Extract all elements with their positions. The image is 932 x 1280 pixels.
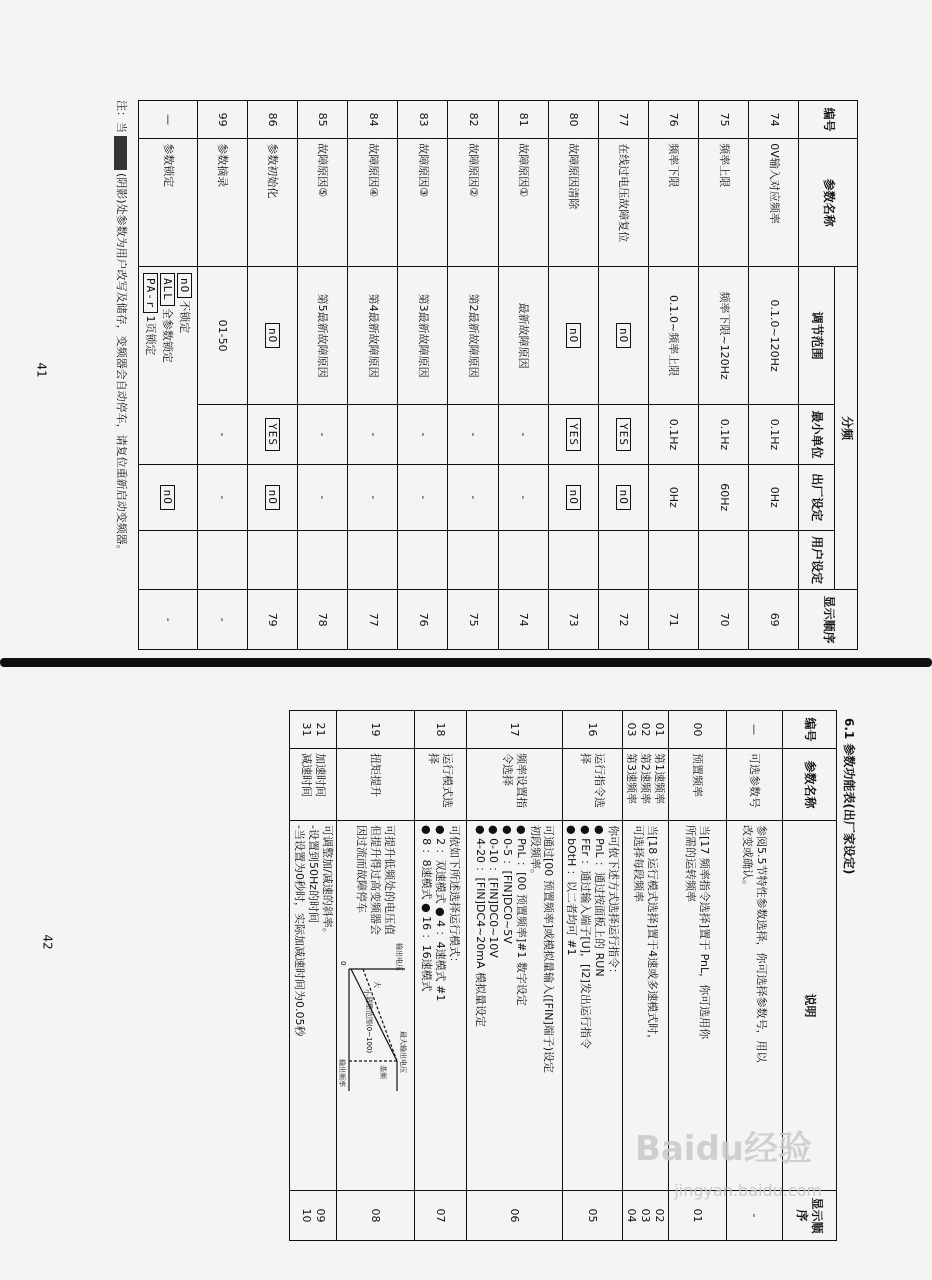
cell-desc bbox=[290, 821, 336, 1191]
desc-line: 但提升得过高变频器会 bbox=[369, 825, 383, 935]
cell-name: 运行指令选择 bbox=[562, 749, 622, 821]
range-option-text: 全参数锁定 bbox=[161, 307, 175, 363]
cell-default bbox=[247, 464, 297, 530]
cell-user bbox=[498, 530, 548, 590]
desc-line: 当[18 运行模式选择]置于4速或多速模式时， bbox=[646, 825, 660, 1046]
cell-no: 18 bbox=[414, 711, 466, 749]
desc-line: ● 0-5 ：[FIN]DC0~5V bbox=[501, 825, 515, 944]
bottom-header-name: 参数名称 bbox=[783, 749, 837, 821]
top-page bbox=[88, 100, 858, 655]
cell-unit: - bbox=[348, 405, 398, 465]
header-order: 显示顺序 bbox=[799, 590, 858, 650]
cell-desc bbox=[466, 821, 562, 1191]
lcd-code: nO bbox=[616, 485, 631, 510]
cell-no: 17 bbox=[466, 711, 562, 749]
desc-text bbox=[355, 825, 396, 935]
table-row bbox=[466, 711, 562, 1241]
cell-order: 76 bbox=[398, 590, 448, 650]
cell-order: 05 bbox=[562, 1191, 622, 1241]
lcd-code: YES bbox=[265, 418, 280, 451]
cell-no: 85 bbox=[297, 101, 347, 139]
cell-unit: - bbox=[297, 405, 347, 465]
cell-no: 75 bbox=[699, 101, 749, 139]
cell-user bbox=[247, 530, 297, 590]
cell-range: 第2最新故障原因 bbox=[448, 266, 498, 404]
cell-default bbox=[548, 464, 598, 530]
table-row bbox=[336, 711, 414, 1241]
lcd-code: YES bbox=[616, 418, 631, 451]
cell-no: 16 bbox=[562, 711, 622, 749]
cell-name: 故障原因④ bbox=[348, 139, 398, 267]
cell-no: 99 bbox=[197, 101, 247, 139]
table-row bbox=[398, 101, 448, 650]
cell-user bbox=[448, 530, 498, 590]
cell-name: 参数初始化 bbox=[247, 139, 297, 267]
cell-user bbox=[297, 530, 347, 590]
table-row bbox=[498, 101, 548, 650]
cell-desc bbox=[336, 821, 414, 1191]
cell-range-alt bbox=[247, 405, 297, 465]
cell-unit: - bbox=[197, 405, 247, 465]
cell-user bbox=[649, 530, 699, 590]
header-default: 出厂设定 bbox=[799, 464, 835, 530]
cell-range: 最新故障原因 bbox=[498, 266, 548, 404]
cell-range: 01-50 bbox=[197, 266, 247, 404]
cell-order: 77 bbox=[348, 590, 398, 650]
desc-line: 可通过[00 预置频率]或模拟量输入([FIN]端子)设定 bbox=[542, 825, 556, 1074]
cell-name: 扭矩提升 bbox=[336, 749, 414, 821]
range-option bbox=[176, 271, 193, 460]
cell-name: 加速时间 减速时间 bbox=[290, 749, 336, 821]
cell-default: - bbox=[448, 464, 498, 530]
cell-desc bbox=[562, 821, 622, 1191]
cell-name: 故障原因⑤ bbox=[297, 139, 347, 267]
lcd-code: PA-r bbox=[143, 273, 158, 314]
lcd-code: nO bbox=[160, 485, 175, 510]
table-row bbox=[197, 101, 247, 650]
label-small: 小 bbox=[363, 989, 372, 996]
cell-no: 86 bbox=[247, 101, 297, 139]
page-divider bbox=[0, 658, 932, 667]
cell-name: 频率下限 bbox=[649, 139, 699, 267]
desc-line: 参阅5.5节特性参数选择，你可选择参数号，用以 bbox=[755, 825, 769, 1063]
cell-range bbox=[139, 266, 198, 464]
cell-order: 06 bbox=[466, 1191, 562, 1241]
section-title: 6.1 参数功能表(出厂家设定) bbox=[842, 718, 856, 875]
lcd-code: nO bbox=[265, 485, 280, 510]
desc-line: ● PnL ：[00 预置频率]#1 数字设定 bbox=[515, 825, 528, 1006]
cell-name: 可选参数号 bbox=[727, 749, 783, 821]
cell-default bbox=[139, 464, 198, 530]
cell-default: 0Hz bbox=[749, 464, 799, 530]
lcd-code: nO bbox=[265, 323, 280, 348]
cell-order: - bbox=[727, 1191, 783, 1241]
label-output-frequency: 输出频率 bbox=[338, 1059, 347, 1087]
desc-line: 初段频率。 bbox=[528, 825, 542, 880]
desc-line: 当[17 频率指令选择]置于 PnL，你可选用你 bbox=[698, 825, 712, 1040]
cell-default bbox=[598, 464, 648, 530]
cell-no: 00 bbox=[669, 711, 727, 749]
cell-order: 74 bbox=[498, 590, 548, 650]
cell-unit: 0.1Hz bbox=[699, 405, 749, 465]
desc-line: 可调整加/减速的斜率。 bbox=[320, 825, 334, 939]
table-row bbox=[548, 101, 598, 650]
desc-line: -当设置为0秒时，实际加减速时间为0.05秒 bbox=[293, 825, 307, 1037]
header-no: 编号 bbox=[799, 101, 858, 139]
table-row bbox=[139, 101, 198, 650]
header-user: 用户设定 bbox=[799, 530, 835, 590]
cell-name: 故障原因① bbox=[498, 139, 548, 267]
label-large: 大 bbox=[373, 981, 382, 988]
cell-name: 故障原因③ bbox=[398, 139, 448, 267]
desc-line: 你可依下述方式选择运行指令： bbox=[606, 825, 620, 979]
desc-line: ● FEr ：通过输入端子[U]，[I2]发出运行指令 bbox=[579, 825, 593, 1049]
cell-name: 第1速频率 第2速频率 第3速频率 bbox=[622, 749, 668, 821]
page-number-42: 42 bbox=[40, 934, 55, 950]
cell-range-alt bbox=[548, 405, 598, 465]
cell-user bbox=[699, 530, 749, 590]
cell-range: 频率下限~120Hz bbox=[699, 266, 749, 404]
cell-name: 运行模式选择 bbox=[414, 749, 466, 821]
table-row bbox=[562, 711, 622, 1241]
cell-order: 07 bbox=[414, 1191, 466, 1241]
cell-order: - bbox=[197, 590, 247, 650]
table-row bbox=[290, 711, 336, 1241]
table-row bbox=[348, 101, 398, 650]
cell-default: 0Hz bbox=[649, 464, 699, 530]
cell-default: 60Hz bbox=[699, 464, 749, 530]
table-row bbox=[297, 101, 347, 650]
cell-order: 71 bbox=[649, 590, 699, 650]
table-row bbox=[699, 101, 749, 650]
cell-no: 82 bbox=[448, 101, 498, 139]
cell-order: 69 bbox=[749, 590, 799, 650]
cell-order: 78 bbox=[297, 590, 347, 650]
header-range: 调节范围 bbox=[799, 266, 835, 404]
table-row bbox=[247, 101, 297, 650]
cell-default: - bbox=[297, 464, 347, 530]
cell-no: 77 bbox=[598, 101, 648, 139]
cell-default: - bbox=[348, 464, 398, 530]
desc-line: 改变或确认。 bbox=[741, 825, 755, 891]
desc-line: ● PnL ：通过按面板上的 RUN bbox=[593, 825, 606, 977]
cell-order: 09 10 bbox=[290, 1191, 336, 1241]
cell-name: 0V输入对应频率 bbox=[749, 139, 799, 267]
desc-line: ● 0-10 ：[FIN]DC0~10V bbox=[487, 825, 501, 958]
bottom-header-desc: 说明 bbox=[783, 821, 837, 1191]
watermark-brand: Baidu经验 bbox=[634, 1129, 812, 1169]
top-table-body bbox=[139, 101, 799, 650]
lcd-code: nO bbox=[566, 485, 581, 510]
cell-range-alt bbox=[598, 405, 648, 465]
page-number-41: 41 bbox=[34, 362, 49, 378]
shade-swatch bbox=[115, 136, 128, 170]
cell-no: 21 31 bbox=[290, 711, 336, 749]
bottom-header-no: 编号 bbox=[783, 711, 837, 749]
cell-order: 72 bbox=[598, 590, 648, 650]
cell-order: 02 03 04 bbox=[622, 1191, 668, 1241]
lcd-code: YES bbox=[566, 418, 581, 451]
cell-name: 频率设置指令选择 bbox=[466, 749, 562, 821]
cell-desc bbox=[414, 821, 466, 1191]
cell-range: 第5最新故障原因 bbox=[297, 266, 347, 404]
cell-range: 0.1.0~120Hz bbox=[749, 266, 799, 404]
cell-default: - bbox=[197, 464, 247, 530]
table-row bbox=[598, 101, 648, 650]
label-base-freq: 基频 bbox=[379, 1065, 388, 1079]
desc-line: 因过流而故障停车 bbox=[355, 825, 369, 913]
cell-name: 频率上限 bbox=[699, 139, 749, 267]
cell-user bbox=[398, 530, 448, 590]
cell-no: 84 bbox=[348, 101, 398, 139]
desc-with-chart bbox=[339, 825, 411, 1186]
top-footnote bbox=[114, 100, 130, 655]
cell-order: 75 bbox=[448, 590, 498, 650]
cell-no: 01 02 03 bbox=[622, 711, 668, 749]
cell-range bbox=[247, 266, 297, 404]
label-origin: 0 bbox=[339, 961, 348, 966]
desc-line: 可选择每段频率 bbox=[632, 825, 646, 902]
cell-range: 0.1.0~频率上限 bbox=[649, 266, 699, 404]
cell-no: 81 bbox=[498, 101, 548, 139]
cell-name: 预置频率 bbox=[669, 749, 727, 821]
cell-no: — bbox=[727, 711, 783, 749]
cell-user bbox=[197, 530, 247, 590]
lcd-code: nO bbox=[177, 273, 192, 298]
cell-unit: 0.1Hz bbox=[749, 405, 799, 465]
cell-user bbox=[348, 530, 398, 590]
lcd-code: ALL bbox=[160, 273, 175, 306]
label-output-voltage: 输出电压 bbox=[395, 943, 404, 971]
cell-user bbox=[548, 530, 598, 590]
desc-line: 可依如下所述选择运行模式： bbox=[447, 825, 461, 968]
label-adjust-range: 调整范围(0~100) bbox=[365, 996, 374, 1054]
table-row bbox=[749, 101, 799, 650]
desc-line: 所需的运转频率 bbox=[684, 825, 698, 902]
range-option bbox=[159, 271, 176, 460]
desc-line: ● 2 ：双速模式 ● 4 ：4速模式 #1 bbox=[434, 825, 448, 1002]
cell-order: 73 bbox=[548, 590, 598, 650]
cell-no: 83 bbox=[398, 101, 448, 139]
lcd-code: nO bbox=[566, 323, 581, 348]
cell-order: - bbox=[139, 590, 198, 650]
cell-no: 76 bbox=[649, 101, 699, 139]
cell-range: 第4最新故障原因 bbox=[348, 266, 398, 404]
cell-order: 70 bbox=[699, 590, 749, 650]
range-option-text: 1页锁定 bbox=[144, 315, 158, 356]
lcd-code: nO bbox=[616, 323, 631, 348]
cell-range bbox=[598, 266, 648, 404]
table-row bbox=[414, 711, 466, 1241]
range-option-text: 不锁定 bbox=[178, 300, 192, 334]
watermark-url: jingyan.baidu.com bbox=[674, 1181, 822, 1200]
desc-line: ● 8 ：8速模式 ● 16 ：16速模式 bbox=[420, 825, 434, 992]
cell-order: 01 bbox=[669, 1191, 727, 1241]
cell-user bbox=[749, 530, 799, 590]
desc-line: -设置到50Hz的时间 bbox=[307, 825, 320, 924]
table-row bbox=[649, 101, 699, 650]
cell-no: 80 bbox=[548, 101, 598, 139]
label-max-voltage: 最大输出电压 bbox=[399, 1031, 408, 1073]
cell-user bbox=[139, 530, 198, 590]
desc-line: ● 4-20 ：[FIN]DC4~20mA 模拟量设定 bbox=[473, 825, 487, 1028]
header-group: 分频 bbox=[835, 266, 858, 589]
cell-name: 故障原因清除 bbox=[548, 139, 598, 267]
top-parameter-table bbox=[138, 100, 858, 650]
cell-range bbox=[548, 266, 598, 404]
cell-unit: 0.1Hz bbox=[649, 405, 699, 465]
cell-default: - bbox=[498, 464, 548, 530]
cell-no: 19 bbox=[336, 711, 414, 749]
cell-order: 08 bbox=[336, 1191, 414, 1241]
cell-name: 参数锁定 bbox=[139, 139, 198, 267]
cell-unit: - bbox=[498, 405, 548, 465]
cell-no: — bbox=[139, 101, 198, 139]
cell-unit: - bbox=[448, 405, 498, 465]
cell-name: 在线过电压故障复位 bbox=[598, 139, 648, 267]
desc-line: 可提升低频处的电压值 bbox=[382, 825, 396, 935]
bottom-header-order: 显示顺序 bbox=[783, 1191, 837, 1241]
footnote-suffix: (阴影)处参数为用户改写及储存，变频器会自动停车，请复位重新启动变频器。 bbox=[115, 173, 128, 556]
cell-unit: - bbox=[398, 405, 448, 465]
cell-name: 参数摘录 bbox=[197, 139, 247, 267]
cell-order: 79 bbox=[247, 590, 297, 650]
cell-name: 故障原因② bbox=[448, 139, 498, 267]
cell-user bbox=[598, 530, 648, 590]
torque-boost-diagram bbox=[339, 941, 411, 1111]
desc-line: ● bOtH ：以二者均可 #1 bbox=[565, 825, 579, 956]
cell-default: - bbox=[398, 464, 448, 530]
table-row bbox=[448, 101, 498, 650]
cell-no: 74 bbox=[749, 101, 799, 139]
cell-range: 第3最新故障原因 bbox=[398, 266, 448, 404]
header-name: 参数名称 bbox=[799, 139, 858, 267]
header-unit: 最小单位 bbox=[799, 405, 835, 465]
footnote-prefix: 注：当 bbox=[115, 100, 128, 133]
range-option bbox=[142, 271, 159, 460]
